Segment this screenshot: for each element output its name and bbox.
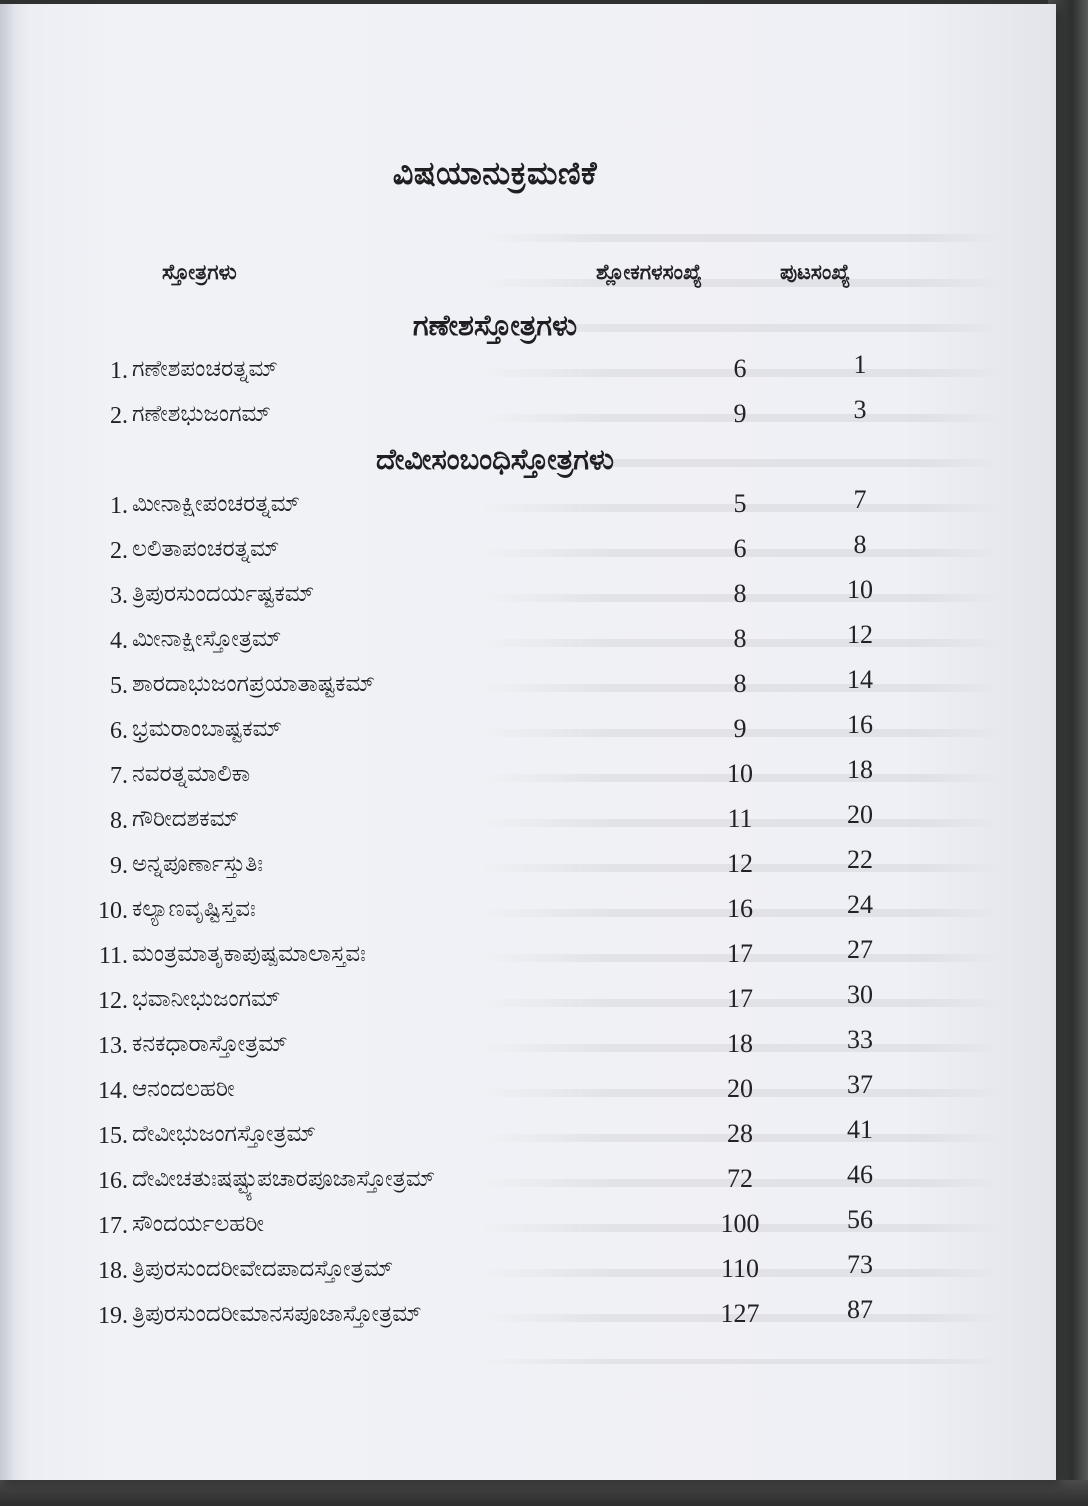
entry-number: 16. (98, 1168, 128, 1194)
entry-number: 11. (98, 943, 128, 969)
column-header-page-count: ಪುಟಸಂಖ್ಯೆ (780, 260, 851, 284)
entry-page-number: 73 (847, 1250, 873, 1279)
toc-row (80, 1070, 900, 1114)
section-title-ganesha: ಗಣೇಶಸ್ತೋತ್ರಗಳು (412, 308, 578, 342)
entry-page-number: 20 (847, 800, 873, 829)
entry-number: 4. (110, 628, 128, 654)
entry-page-number: 7 (853, 485, 867, 514)
entry-title: ನವರತ್ನಮಾಲಿಕಾ (132, 761, 251, 787)
entry-number: 2. (110, 403, 128, 429)
entry-page-number: 27 (847, 935, 873, 964)
entry-title: ಭವಾನೀಭುಜಂಗಮ್ (132, 986, 281, 1012)
entry-page-number: 16 (847, 710, 873, 739)
entry-title: ಗೌರೀದಶಕಮ್ (132, 806, 239, 832)
entry-number: 7. (110, 763, 128, 789)
entry-page-number: 24 (847, 890, 873, 919)
entry-page-number: 14 (847, 665, 873, 694)
background-bottom (0, 1480, 1088, 1506)
entry-page-number: 33 (847, 1025, 873, 1054)
toc-row (80, 755, 900, 799)
column-header-stotras: ಸ್ತೋತ್ರಗಳು (162, 260, 237, 284)
book-page (0, 4, 1056, 1480)
entry-page-number: 41 (847, 1115, 873, 1144)
entry-title: ಸೌಂದರ್ಯಲಹರೀ (132, 1211, 264, 1237)
toc-row (80, 980, 900, 1024)
entry-title: ದೇವೀಭುಜಂಗಸ್ತೋತ್ರಮ್ (132, 1121, 316, 1147)
entry-title: ಲಲಿತಾಪಂಚರತ್ನಮ್ (132, 536, 280, 562)
entry-page-number: 30 (847, 980, 873, 1009)
entry-title: ಭ್ರಮರಾಂಬಾಷ್ಟಕಮ್ (132, 716, 282, 742)
entry-number: 3. (110, 583, 128, 609)
toc-row (80, 395, 900, 439)
entry-title: ದೇವೀಚತುಃಷಷ್ಟ್ಯುಪಚಾರಪೂಜಾಸ್ತೋತ್ರಮ್ (132, 1166, 436, 1192)
entry-page-number: 46 (847, 1160, 873, 1189)
page-gutter (0, 4, 14, 1480)
entry-title: ತ್ರಿಪುರಸುಂದರೀವೇದಪಾದಸ್ತೋತ್ರಮ್ (132, 1256, 394, 1282)
entry-shloka-count: 12 (727, 849, 753, 878)
entry-shloka-count: 9 (733, 714, 747, 743)
entry-shloka-count: 16 (727, 894, 753, 923)
entry-number: 18. (98, 1258, 128, 1284)
entry-title: ಶಾರದಾಭುಜಂಗಪ್ರಯಾತಾಷ್ಟಕಮ್ (132, 671, 375, 697)
entry-page-number: 56 (847, 1205, 873, 1234)
entry-shloka-count: 17 (727, 984, 753, 1013)
entry-number: 13. (98, 1033, 128, 1059)
entry-number: 6. (110, 718, 128, 744)
entry-number: 14. (98, 1078, 128, 1104)
entry-title: ಆನಂದಲಹರೀ (132, 1076, 235, 1102)
entry-shloka-count: 17 (727, 939, 753, 968)
toc-row (80, 1250, 900, 1294)
entry-page-number: 37 (847, 1070, 873, 1099)
entry-title: ಕನಕಧಾರಾಸ್ತೋತ್ರಮ್ (132, 1031, 288, 1057)
entry-shloka-count: 5 (733, 489, 747, 518)
entry-page-number: 3 (853, 395, 867, 424)
toc-row (80, 620, 900, 664)
entry-title: ತ್ರಿಪುರಸುಂದರ್ಯಷ್ಟಕಮ್ (132, 581, 315, 607)
toc-row (80, 935, 900, 979)
entry-page-number: 8 (853, 530, 867, 559)
entry-number: 1. (110, 358, 128, 384)
entry-number: 10. (98, 898, 128, 924)
toc-row (80, 845, 900, 889)
toc-row (80, 485, 900, 529)
entry-shloka-count: 8 (733, 624, 747, 653)
entry-page-number: 22 (847, 845, 873, 874)
entry-title: ತ್ರಿಪುರಸುಂದರೀಮಾನಸಪೂಜಾಸ್ತೋತ್ರಮ್ (132, 1301, 422, 1327)
toc-row (80, 665, 900, 709)
entry-number: 17. (98, 1213, 128, 1239)
entry-number: 9. (110, 853, 128, 879)
entry-number: 15. (98, 1123, 128, 1149)
entry-title: ಗಣೇಶಪಂಚರತ್ನಮ್ (132, 356, 278, 382)
toc-row (80, 1295, 900, 1339)
entry-shloka-count: 10 (727, 759, 753, 788)
entry-number: 2. (110, 538, 128, 564)
entry-shloka-count: 72 (727, 1164, 753, 1193)
entry-shloka-count: 18 (727, 1029, 753, 1058)
entry-shloka-count: 20 (727, 1074, 753, 1103)
toc-row (80, 1025, 900, 1069)
entry-shloka-count: 9 (733, 399, 747, 428)
page-title: ವಿಷಯಾನುಕ್ರಮಣಿಕೆ (392, 154, 598, 192)
entry-page-number: 18 (847, 755, 873, 784)
entry-number: 1. (110, 493, 128, 519)
entry-title: ಮೀನಾಕ್ಷೀಪಂಚರತ್ನಮ್ (132, 491, 300, 517)
entry-number: 5. (110, 673, 128, 699)
entry-page-number: 1 (853, 350, 867, 379)
entry-shloka-count: 8 (733, 579, 747, 608)
toc-row (80, 1115, 900, 1159)
entry-page-number: 10 (847, 575, 873, 604)
entry-shloka-count: 6 (733, 354, 747, 383)
entry-page-number: 12 (847, 620, 873, 649)
entry-shloka-count: 110 (720, 1254, 760, 1283)
entry-shloka-count: 100 (720, 1209, 760, 1238)
entry-shloka-count: 28 (727, 1119, 753, 1148)
entry-number: 8. (110, 808, 128, 834)
entry-title: ಗಣೇಶಭುಜಂಗಮ್ (132, 401, 271, 427)
entry-title: ಮೀನಾಕ್ಷೀಸ್ತೋತ್ರಮ್ (132, 626, 282, 652)
column-header-shloka-count: ಶ್ಲೋಕಗಳಸಂಖ್ಯೆ (596, 260, 702, 284)
entry-shloka-count: 8 (733, 669, 747, 698)
entry-page-number: 87 (847, 1295, 873, 1324)
entry-shloka-count: 6 (733, 534, 747, 563)
section-title-devi: ದೇವೀಸಂಬಂಧಿಸ್ತೋತ್ರಗಳು (376, 442, 614, 476)
entry-title: ಕಲ್ಯಾಣವೃಷ್ಟಿಸ್ತವಃ (132, 896, 256, 922)
toc-row (80, 530, 900, 574)
toc-row (80, 710, 900, 754)
entry-shloka-count: 127 (720, 1299, 760, 1328)
toc-row (80, 350, 900, 394)
entry-shloka-count: 11 (727, 804, 753, 833)
toc-row (80, 1160, 900, 1204)
entry-number: 19. (98, 1303, 128, 1329)
toc-row (80, 890, 900, 934)
entry-title: ಅನ್ನಪೂರ್ಣಾಸ್ತುತಿಃ (132, 851, 264, 877)
toc-row (80, 1205, 900, 1249)
toc-row (80, 575, 900, 619)
entry-title: ಮಂತ್ರಮಾತೃಕಾಪುಷ್ಪಮಾಲಾಸ್ತವಃ (132, 941, 366, 967)
entry-number: 12. (98, 988, 128, 1014)
toc-row (80, 800, 900, 844)
